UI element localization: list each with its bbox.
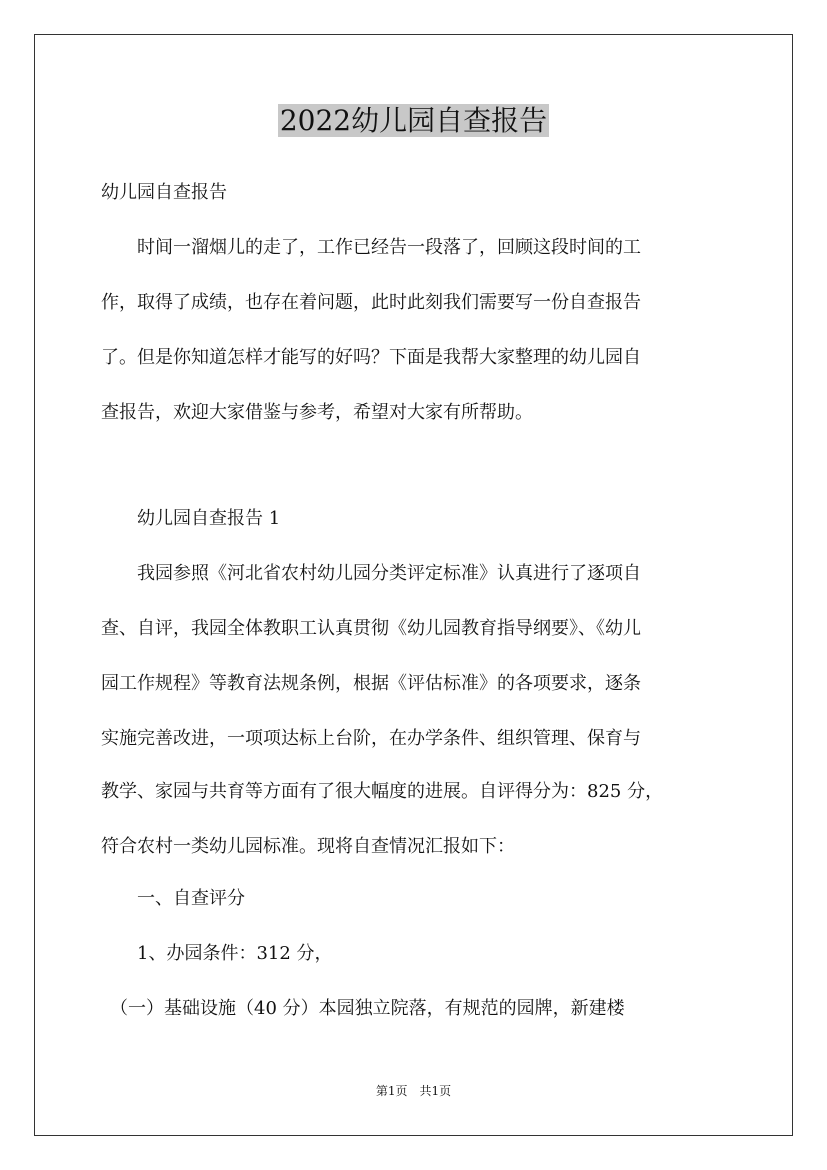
subtitle-line: 幼儿园自查报告: [101, 182, 227, 203]
paragraph-line: 我园参照《河北省农村幼儿园分类评定标准》认真进行了逐项自: [101, 563, 641, 584]
document-title: [0, 98, 827, 144]
paragraph-line: 园工作规程》等教育法规条例，根据《评估标准》的各项要求，逐条: [101, 673, 641, 694]
section-heading: 幼儿园自查报告 1: [101, 508, 281, 529]
list-item: 1、办园条件：312 分，: [101, 943, 333, 964]
paragraph-line: （一）基础设施（40 分）本园独立院落，有规范的园牌，新建楼: [101, 998, 625, 1019]
paragraph-line: 实施完善改进，一项项达标上台阶，在办学条件、组织管理、保育与: [101, 728, 641, 749]
paragraph-line: 作，取得了成绩，也存在着问题，此时此刻我们需要写一份自查报告: [101, 292, 641, 313]
paragraph-line: 时间一溜烟儿的走了，工作已经告一段落了，回顾这段时间的工: [101, 237, 641, 258]
subsection-heading: 一、自查评分: [101, 888, 245, 909]
paragraph-line: 查报告，欢迎大家借鉴与参考，希望对大家有所帮助。: [101, 402, 533, 423]
paragraph-line: 查、自评，我园全体教职工认真贯彻《幼儿园教育指导纲要》、《幼儿: [101, 618, 641, 639]
document-title-text: 2022幼儿园自查报告: [279, 104, 548, 137]
page-footer: 第1页 共1页: [375, 1084, 452, 1098]
paragraph-line: 符合农村一类幼儿园标准。现将自查情况汇报如下：: [101, 836, 515, 857]
paragraph-line: 教学、家园与共育等方面有了很大幅度的进展。自评得分为：825 分，: [101, 781, 664, 802]
paragraph-line: 了。但是你知道怎样才能写的好吗？下面是我帮大家整理的幼儿园自: [101, 347, 641, 368]
